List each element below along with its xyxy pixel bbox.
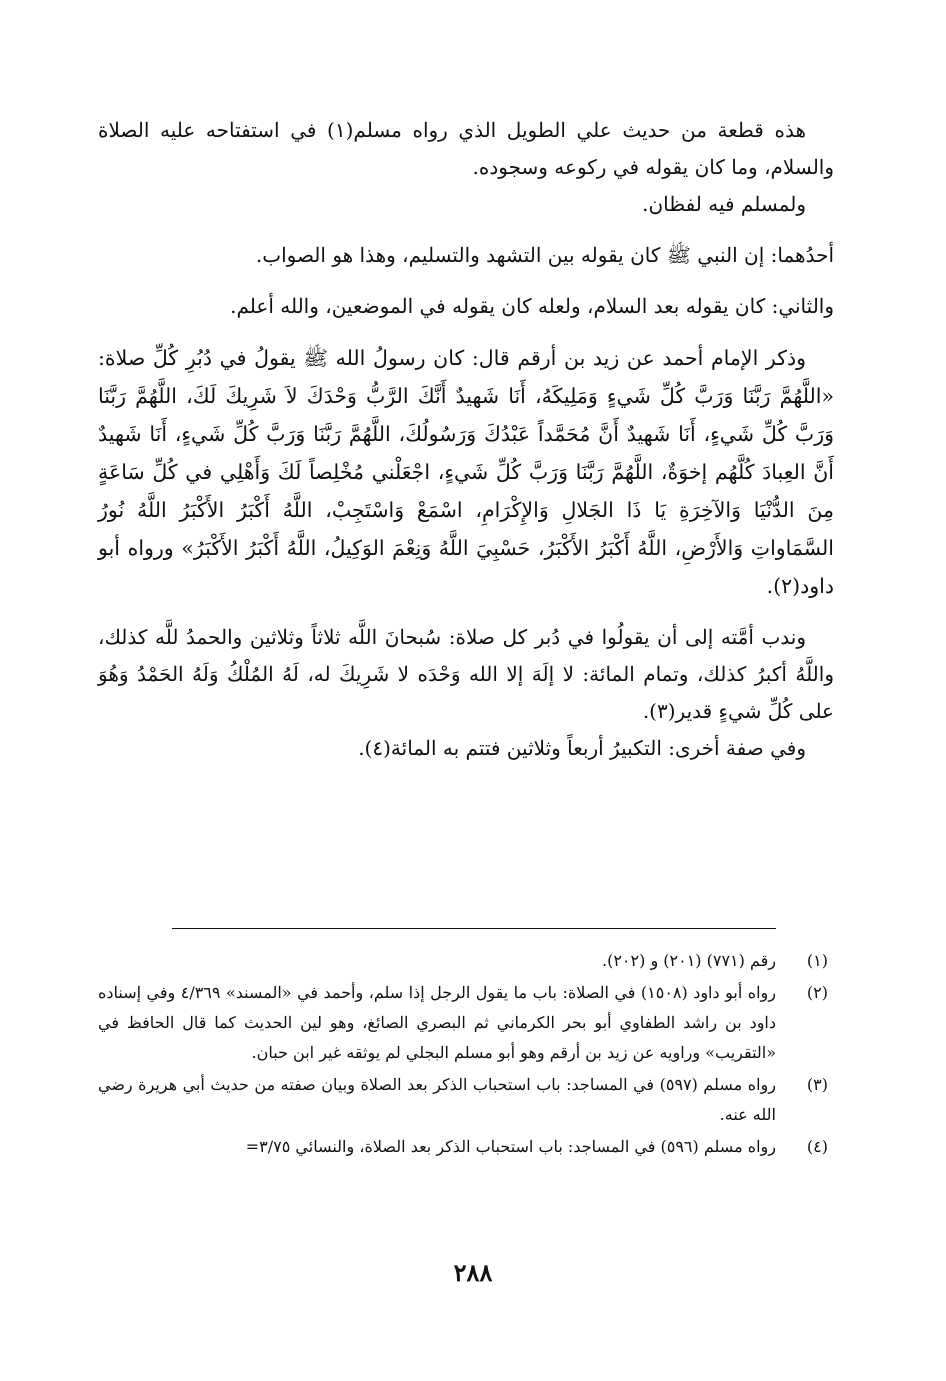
paragraph-two-wordings: ولمسلم فيه لفظان. [642,192,806,216]
paragraph-dua-hadith: وذكر الإمام أحمد عن زيد بن أرقم قال: كان رسولُ الله ﷺ يقولُ في دُبُرِ كُلِّ صلاة: «اللَّهُمَّ رَبَّنَا وَرَبَّ كُلِّ شَيءٍ وَمَلِيكَهُ، أَنَا شَهيدٌ أَنَّكَ الرَّبُّ وَحْدَكَ لاَ شَرِيكَ لَكَ، اللَّهُمَّ رَبَّنَا وَرَبَّ كُلِّ شَيءٍ، أَنَا شَهيدٌ أَنَّ مُحَمَّداً عَبْدُكَ وَرَسُولُكَ، اللَّهُمَّ رَبَّنَا وَرَبَّ كُلِّ شَيءٍ، أَنَا شَهيدٌ أَنَّ العِبادَ كُلَّهُم إخوَةٌ، اللَّهُمَّ رَبَّنَا وَرَبَّ كُلِّ شَيءٍ، اجْعَلْني مُخْلِصاً لَكَ وَأَهْلِي في كُلِّ سَاعَةٍ مِنَ الدُّنْيَا وَالآخِرَةِ يَا ذَا الجَلالِ وَالإِكْرَامِ، اسْمَعْ وَاسْتَجِبْ، اللَّهُ أَكْبَرُ الأَكْبَرُ اللَّهُ نُورُ السَّمَاواتِ وَالأَرْضِ، اللَّهُ أَكْبَرُ الأَكْبَرُ، حَسْبِيَ اللَّهُ وَنِعْمَ الوَكِيلُ، اللَّهُ أَكْبَرُ الأَكْبَرُ» ورواه أبو داود(٢). [98,346,834,598]
paragraph-tasbih: وندب أمَّته إلى أن يقولُوا في دُبر كل صلاة: سُبحانَ اللَّه ثلاثاً وثلاثين والحمدُ للَّه كذلك، واللَّهُ أكبرُ كذلك، وتمام المائة: لا إلَهَ إلا الله وَحْدَه لا شَرِيكَ له، لَهُ المُلْكُ وَلَهُ الحَمْدُ وَهُوَ على كُلِّ شيءٍ قدير(٣). [98,625,834,723]
paragraph-first-wording: أحدُهما: إن النبي ﷺ كان يقوله بين التشهد والتسليم، وهذا هو الصواب. [255,243,834,267]
footnote-divider [172,928,776,929]
footnote-text: رواه أبو داود (١٥٠٨) في الصلاة: باب ما يقول الرجل إذا سلم، وأحمد في «المسند» ٤/٣٦٩ وفي إسناده داود بن راشد الطفاوي أبو بحر الكرماني ثم البصري الصائغ، وهو لين الحديث كما قال الحافظ في «التقريب» وراويه عن زيد بن أرقم وهو أبو مسلم البجلي لم يوثقه غير ابن حبان. [98,983,777,1062]
footnote-number: (٤) [806,1137,828,1156]
footnote [98,978,834,1068]
footnote [98,1132,834,1162]
footnote [98,946,834,976]
footnote-number: (١) [806,951,828,970]
paragraph-other-form: وفي صفة أخرى: التكبيرُ أربعاً وثلاثين فتتم به المائة(٤). [358,736,806,760]
page-number: ٢٨٨ [453,1258,493,1287]
main-text [98,112,834,767]
footnotes [98,944,834,1162]
footnote-number: (٣) [806,1075,828,1094]
footnote-text: رواه مسلم (٥٩٦) في المساجد: باب استحباب الذكر بعد الصلاة، والنسائي ٣/٧٥= [245,1137,776,1156]
footnote [98,1070,834,1130]
footnote-number: (٢) [806,983,828,1002]
footnote-text: رواه مسلم (٥٩٧) في المساجد: باب استحباب الذكر بعد الصلاة وبيان صفته من حديث أبي هريرة رضي الله عنه. [98,1075,777,1124]
paragraph-second-wording: والثاني: كان يقوله بعد السلام، ولعله كان يقوله في الموضعين، والله أعلم. [230,294,834,318]
paragraph-hadith-intro: هذه قطعة من حديث علي الطويل الذي رواه مسلم(١) في استفتاحه عليه الصلاة والسلام، وما كان يقوله في ركوعه وسجوده. [98,118,834,179]
footnote-text: رقم (٧٧١) (٢٠١) و (٢٠٢). [602,951,776,970]
